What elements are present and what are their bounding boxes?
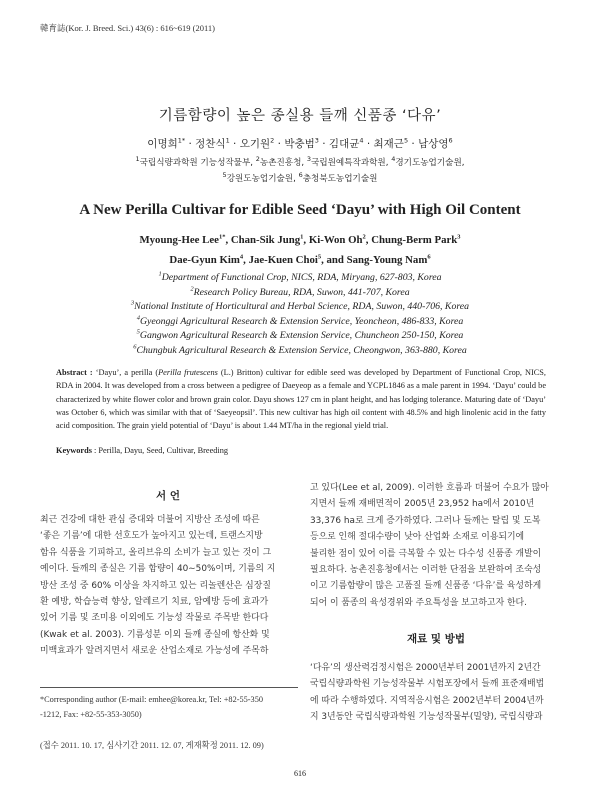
- author-name: 이명희: [147, 138, 178, 150]
- text-line: 불리한 점이 있어 이를 극복할 수 있는 다수성 신품종 개발이: [310, 548, 542, 559]
- text-line: 에 따라 수행하였다. 지역적응시험은 2002년부터 2004년까: [310, 695, 544, 706]
- author-separator: ,: [243, 254, 249, 266]
- affiliation-mark: 1: [158, 270, 162, 278]
- affiliation-mark: 4: [136, 314, 140, 322]
- keywords-text: : Perilla, Dayu, Seed, Cultivar, Breeding: [91, 446, 229, 455]
- english-affiliation-line: [0, 301, 600, 312]
- author-affiliation-mark: 4: [239, 253, 244, 261]
- author-affiliation-mark: 2: [270, 136, 275, 145]
- english-affiliation-line: [0, 272, 600, 283]
- korean-author-list: [0, 136, 600, 151]
- author-affiliation-mark: 3: [457, 233, 461, 241]
- author-affiliation-mark: 5: [403, 136, 409, 145]
- author-name: 정찬식: [195, 138, 226, 150]
- text-line: 국립식량과학원 기능성작물부 시험포장에서 들깨 표준재배법: [310, 679, 545, 690]
- english-author-list-line-1: [0, 234, 600, 246]
- author-name: 오기원: [239, 138, 271, 150]
- section-heading-methods: 재료 및 방법: [406, 633, 466, 645]
- corresponding-author-footnote: [40, 692, 263, 722]
- text-line: 지 3년동안 국립식량과학원 기능성작물부(밀양), 국립식량과: [310, 712, 543, 723]
- text-line: 이고 기름함량이 많은 고품질 들깨 신품종 ‘다유’를 육성하게: [310, 581, 542, 592]
- author-separator: ,: [303, 234, 309, 246]
- text-line: 미백효과가 알려지면서 새로운 산업소재로 가능성에 주목하: [40, 646, 269, 657]
- affiliation-text: 경기도농업기술원,: [395, 158, 465, 168]
- abstract-text-2: (L.) Britton) cultivar for edible seed was developed by Department of Functional Crop, NICS, RDA in 2004. It was developed from a cross between a pedigree of Daeyeop as a female and YCPL1846 as a male parent in 1994. ‘Dayu’ could be characterized by white flower color and brown grain color. Dayu shows 127 cm in plant height, and has lodging tolerance. Maturing date of ‘Dayu’ was October 6, which was similar with that of ‘Saeyeopsil’. This new cultivar has high oil content with 48.5% and high linolenic acid in the fatty acid composition. The grain yield potential of ‘Dayu’ is about 1.44 MT/ha in the regional yield trial.: [56, 368, 546, 431]
- keywords-label: Keywords: [56, 446, 92, 455]
- affiliation-mark: 3: [130, 299, 135, 307]
- affiliation-text: 국립원예특작과학원,: [311, 158, 392, 168]
- author-separator: ·: [274, 138, 285, 150]
- section-heading-introduction: 서 언: [156, 490, 180, 502]
- author-name: Chan-Sik Jung: [230, 234, 301, 246]
- affiliation-mark: 2: [190, 285, 194, 293]
- author-separator: ·: [318, 138, 329, 150]
- affiliation-text: Chungbuk Agricultural Research & Extension Service, Cheongwon, 363-880, Korea: [136, 345, 467, 356]
- affiliation-text: Department of Functional Crop, NICS, RDA, Miryang, 627-803, Korea: [161, 272, 442, 283]
- text-line: 예이다. 들깨의 종실은 기름 함량이 40∼50%이며, 기름의 지: [40, 564, 276, 575]
- journal-header: 韓育誌(Kor. J. Breed. Sci.) 43(6) : 616~619 (2011): [40, 23, 215, 33]
- text-line: (Kwak et al. 2003). 기름성분 이외 들깨 종실에 항산화 및: [40, 629, 270, 640]
- text-line: 최근 건강에 대한 관심 증대와 더불어 지방산 조성에 따른: [40, 515, 260, 525]
- affiliation-text: Gyeonggi Agricultural Research & Extension Service, Yeoncheon, 486-833, Korea: [139, 315, 464, 327]
- author-name: Dae-Gyun Kim: [169, 254, 240, 266]
- author-separator: ·: [229, 138, 240, 150]
- text-line: 함유 식품을 기피하고, 올리브유의 소비가 늘고 있는 것이 그: [40, 547, 272, 558]
- text-line: ‘다유’의 생산력검정시험은 2000년부터 2001년까지 2년간: [310, 663, 541, 673]
- author-affiliation-mark: 2: [362, 233, 366, 241]
- author-affiliation-mark: 3: [314, 136, 319, 145]
- affiliation-mark: 6: [298, 171, 303, 180]
- author-name: Ki-Won Oh: [308, 234, 363, 246]
- author-affiliation-mark: 6: [427, 253, 431, 261]
- author-name: 박충범: [284, 138, 315, 150]
- submission-dates-footnote: (접수 2011. 10. 17, 심사기간 2011. 12. 07, 게재확정 2011. 12. 09): [40, 741, 264, 750]
- footnote-line: *Corresponding author (E-mail: emhee@korea.kr, Tel: +82-55-350: [40, 695, 263, 704]
- affiliation-mark: 3: [306, 155, 312, 164]
- author-name: and Sang-Young Nam: [326, 254, 428, 266]
- abstract-text-1: ‘Dayu’, a perilla (: [95, 368, 159, 377]
- english-title: A New Perilla Cultivar for Edible Seed ‘Dayu’ with High Oil Content: [79, 202, 521, 218]
- korean-title: 기름함량이 높은 종실용 들깨 신품종 ‘다유’: [158, 108, 442, 124]
- author-separator: ,: [225, 234, 231, 246]
- author-separator: ,: [365, 234, 372, 246]
- left-column-text: [40, 512, 302, 660]
- english-affiliation-line: [0, 330, 600, 341]
- text-line: 방산 조성 중 60% 이상을 차지하고 있는 리놀렌산은 심장질: [40, 580, 271, 591]
- author-name: 남상영: [418, 138, 449, 150]
- author-separator: ·: [185, 138, 196, 150]
- author-name: Myoung-Hee Lee: [139, 234, 219, 246]
- right-column-text-a: [310, 480, 562, 611]
- korean-affiliation-line-2: [0, 172, 600, 184]
- text-line: 등으로 인해 절대수량이 낮아 산업화 소재로 이용되기에: [310, 532, 525, 543]
- author-separator: ·: [363, 138, 374, 150]
- english-affiliation-line: [0, 287, 600, 298]
- author-separator: ·: [408, 138, 419, 150]
- text-line: ‘좋은 기름’에 대한 선호도가 높아지고 있는데, 트랜스지방: [40, 531, 263, 542]
- affiliation-text: 충청북도농업기술원: [302, 174, 378, 184]
- text-line: 환 예방, 학습능력 향상, 알레르기 치료, 암예방 등에 효과가: [40, 597, 269, 608]
- english-affiliation-line: [0, 316, 600, 327]
- affiliation-mark: 1: [135, 155, 140, 164]
- author-affiliation-mark: 5: [317, 253, 322, 261]
- author-affiliation-mark: 6: [448, 136, 453, 145]
- affiliation-text: Research Policy Bureau, RDA, Suwon, 441-707, Korea: [193, 286, 410, 298]
- text-line: 있어 기름 및 조미용 이외에도 기능성 작물로 주목받 한다다: [40, 613, 269, 624]
- right-column-text-b: [310, 660, 562, 726]
- text-line: 되어 이 품종의 육성경위와 주요특성을 보고하고자 한다.: [310, 597, 527, 608]
- footnote-divider: [40, 687, 298, 688]
- affiliation-mark: 2: [255, 155, 260, 164]
- text-line: 고 있다(Lee et al, 2009). 이러한 흐름과 더불어 수요가 많아: [310, 483, 549, 493]
- english-author-list-line-2: [0, 254, 600, 266]
- abstract-species: Perilla frutescens: [158, 368, 218, 377]
- affiliation-mark: 4: [391, 155, 396, 164]
- affiliation-text: 강원도농업기술원,: [226, 174, 299, 184]
- author-separator: ,: [321, 254, 327, 266]
- korean-affiliation-line-1: [0, 156, 600, 168]
- footnote-line: -1212, Fax: +82-55-353-3050): [40, 710, 142, 719]
- text-line: 필요하다. 농촌진흥청에서는 이러한 단점을 보완하여 조숙성: [310, 565, 542, 576]
- text-line: 지면서 들깨 재배면적이 2005년 23,952 ha에서 2010년: [310, 499, 535, 510]
- affiliation-text: Gangwon Agricultural Research & Extension Service, Chuncheon 250-150, Korea: [139, 330, 464, 342]
- author-affiliation-mark: 1*: [218, 233, 226, 241]
- author-affiliation-mark: 4: [359, 136, 364, 145]
- author-affiliation-mark: 1*: [177, 136, 186, 145]
- author-name: 김대균: [328, 138, 360, 150]
- page-number: 616: [294, 769, 306, 778]
- text-line: 33,376 ha로 크게 증가하였다. 그러나 들깨는 탈립 및 도복: [310, 515, 541, 526]
- affiliation-mark: 5: [222, 171, 227, 180]
- keywords: [56, 446, 228, 455]
- affiliation-text: National Institute of Horticultural and Herbal Science, RDA, Suwon, 440-706, Korea: [134, 301, 470, 313]
- author-affiliation-mark: 1: [225, 136, 230, 145]
- affiliation-text: 농촌진흥청,: [259, 158, 307, 168]
- author-name: 최재근: [373, 138, 404, 150]
- affiliation-mark: 5: [136, 329, 140, 337]
- author-affiliation-mark: 1: [300, 233, 304, 241]
- affiliation-text: 국립식량과학원 기능성작물부,: [139, 158, 256, 168]
- affiliation-mark: 6: [133, 343, 137, 351]
- author-name: Chung-Berm Park: [371, 234, 458, 246]
- abstract: [56, 366, 546, 432]
- author-name: Jae-Kuen Choi: [248, 254, 318, 266]
- abstract-label: Abstract :: [56, 368, 96, 377]
- english-affiliation-line: [0, 345, 600, 356]
